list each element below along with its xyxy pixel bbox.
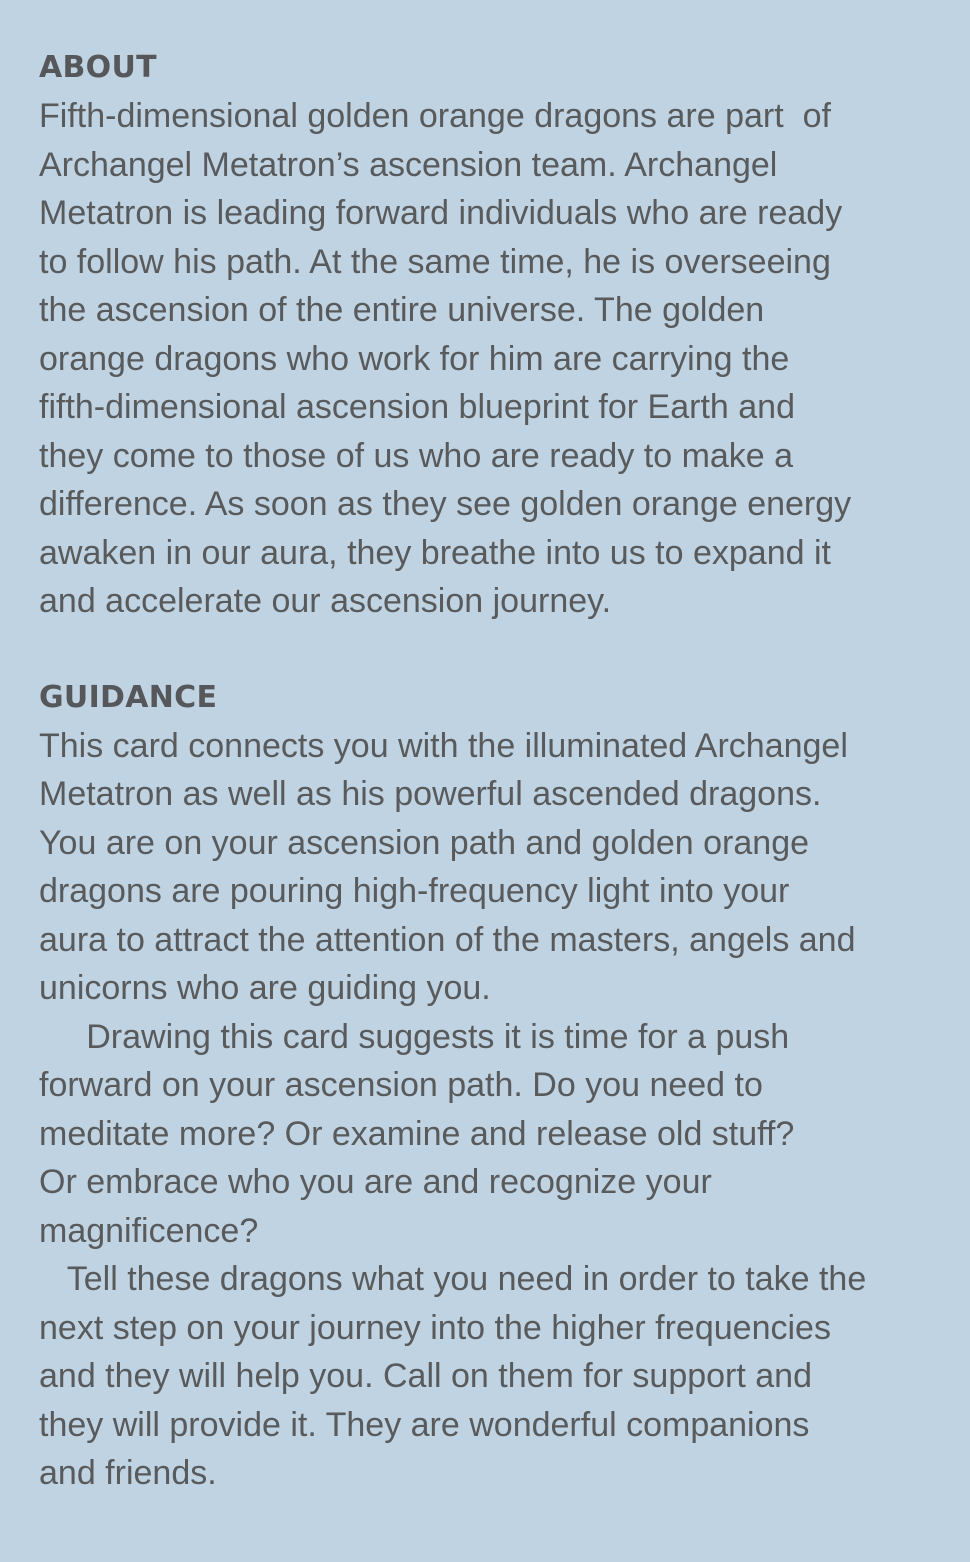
about-line: Archangel Metatron’s ascension team. Archangel	[39, 145, 778, 184]
guidance-line: forward on your ascension path. Do you need to	[39, 1066, 763, 1104]
guidance-line: and friends.	[39, 1454, 217, 1492]
guidance-line: Or embrace who you are and recognize your	[39, 1163, 712, 1201]
about-section	[39, 44, 939, 626]
card-text	[39, 44, 939, 1498]
about-body	[39, 92, 939, 626]
guidance-section	[39, 674, 939, 1498]
guidance-line: aura to attract the attention of the masters, angels and	[39, 920, 856, 959]
section-spacer	[39, 626, 939, 674]
guidance-body	[39, 722, 939, 1498]
guidance-line: Metatron as well as his powerful ascended dragons.	[39, 775, 822, 813]
guidance-heading: GUIDANCE	[39, 679, 218, 715]
about-line: and accelerate our ascension journey.	[39, 582, 612, 620]
guidance-line: next step on your journey into the higher frequencies	[39, 1308, 831, 1347]
guidance-line: dragons are pouring high-frequency light into your	[39, 872, 790, 910]
guidance-line: and they will help you. Call on them for support and	[39, 1357, 813, 1395]
about-line: awaken in our aura, they breathe into us to expand it	[39, 533, 831, 572]
about-heading: ABOUT	[39, 50, 157, 85]
guidance-line: unicorns who are guiding you.	[39, 969, 491, 1007]
about-line: difference. As soon as they see golden orange energy	[39, 485, 852, 523]
about-line: to follow his path. At the same time, he is overseeing	[39, 242, 831, 281]
guidance-line: magnificence?	[39, 1211, 259, 1250]
guidance-line: This card connects you with the illuminated Archangel	[39, 726, 848, 765]
guidance-line: Tell these dragons what you need in order to take the	[39, 1260, 867, 1298]
guidance-line: Drawing this card suggests it is time for a push	[39, 1017, 790, 1056]
about-line: Metatron is leading forward individuals who are ready	[39, 194, 843, 232]
guidance-line: they will provide it. They are wonderful companions	[39, 1405, 810, 1444]
guidance-line: meditate more? Or examine and release old stuff?	[39, 1114, 795, 1153]
about-line: the ascension of the entire universe. The golden	[39, 291, 765, 329]
about-line: they come to those of us who are ready to make a	[39, 436, 794, 475]
about-line: orange dragons who work for him are carrying the	[39, 339, 790, 378]
about-line: fifth-dimensional ascension blueprint for Earth and	[39, 388, 795, 426]
guidance-line: You are on your ascension path and golden orange	[39, 823, 810, 862]
about-line: Fifth-dimensional golden orange dragons are part of	[39, 97, 831, 135]
